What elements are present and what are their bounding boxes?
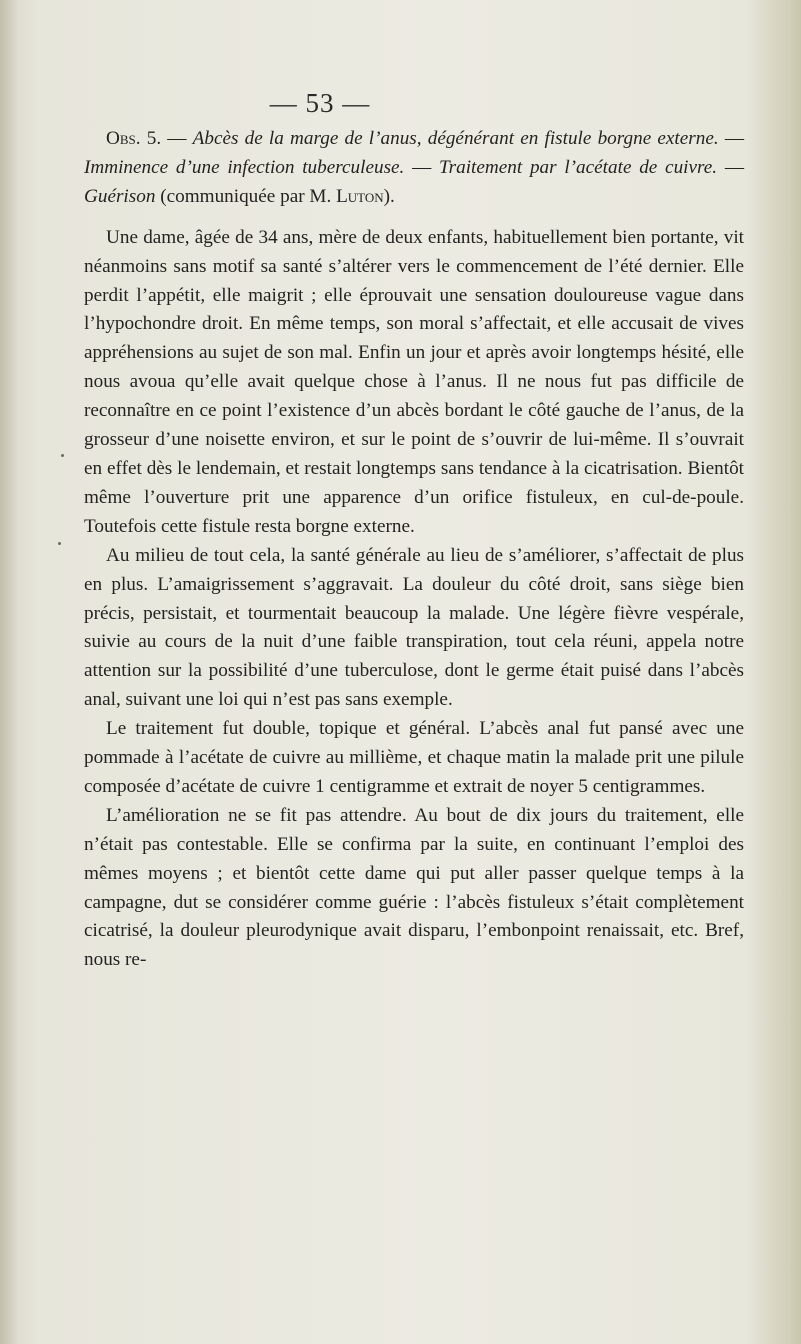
treatment-title: Traitement par l’acétate de cuivre.	[439, 156, 718, 178]
margin-dot	[61, 454, 64, 457]
paragraph-improvement: L’amélioration ne se fit pas attendre. Au bout de dix jours du traitement, elle n’était pas contestable. Elle se confirma par la suite, en continuant l’emploi des mêmes moyens ; et bientôt cette dame qui put aller passer quelque temps à la campagne, dut se considérer comme guérie : l’abcès fistuleux s’était complètement cicatrisé, la douleur pleurodynique avait disparu, l’embonpoint renaissait, etc. Bref, nous re-	[84, 804, 744, 971]
healing-title: Guérison	[84, 185, 156, 207]
paragraph-general-health: Au milieu de tout cela, la santé générale au lieu de s’améliorer, s’affectait de plus en plus. L’amaigrissement s’aggravait. La douleur du côté droit, sans siège bien précis, persistait, et tourmentait beaucoup la malade. Une légère fièvre vespérale, suivie au cours de la nuit d’une faible transpiration, tout cela réuni, appela notre attention sur la possibilité d’une tuberculose, dont le germe était puisé dans l’abcès anal, suivant une loi qui n’est pas sans exemple.	[84, 544, 744, 711]
margin-dot	[58, 542, 61, 545]
paragraph-treatment: Le traitement fut double, topique et général. L’abcès anal fut pansé avec une pommade à l’acétate de cuivre au millième, et chaque matin la malade prit une pilule composée d’acétate de cuivre 1 centigramme et extrait de noyer 5 centigrammes.	[84, 718, 744, 797]
left-page-shadow	[0, 0, 18, 1344]
heading-end: ).	[383, 185, 395, 207]
page-number: — 53 —	[269, 88, 371, 118]
communication-text: (communiquée par M.	[155, 185, 337, 207]
heading-separator-1: —	[161, 128, 193, 149]
paragraph-case-history: Une dame, âgée de 34 ans, mère de deux enfants, habituellement bien portante, vit néanmoins sans motif sa santé s’altérer vers le commencement de l’été dernier. Elle perdit l’appétit, elle maigrit ; elle éprouvait une sensation douloureuse vague dans l’hypochondre droit. En même temps, son moral s’affectait, et elle accusait de vives appréhensions au sujet de son mal. Enfin un jour et après avoir longtemps hésité, elle nous avoua qu’elle avait quelque chose à l’anus. Il ne nous fut pas difficile de reconnaître en ce point l’existence d’un abcès bordant le côté gauche de l’anus, de la grosseur d’une noisette environ, et sur le point de s’ouvrir de lui-même. Il s’ouvrait en effet dès le lendemain, et restait longtemps sans tendance à la cicatrisation. Bientôt même l’ouverture prit une apparence d’un orifice fistuleux, en cul-de-poule. Toutefois cette fistule resta borgne externe.	[84, 226, 744, 537]
observation-heading	[84, 125, 744, 212]
observation-label: Obs. 5.	[106, 128, 162, 149]
heading-separator-3: —	[404, 156, 440, 178]
heading-separator-2: —	[718, 128, 744, 149]
infection-imminence: Imminence d’une infection tuberculeuse.	[84, 156, 405, 178]
heading-separator-4: —	[717, 156, 745, 178]
case-title: Abcès de la marge de l’anus, dégénérant en fistule borgne externe.	[192, 128, 719, 149]
author-name: Luton	[336, 185, 384, 207]
right-page-edge	[781, 0, 801, 1344]
body-text	[84, 125, 744, 975]
